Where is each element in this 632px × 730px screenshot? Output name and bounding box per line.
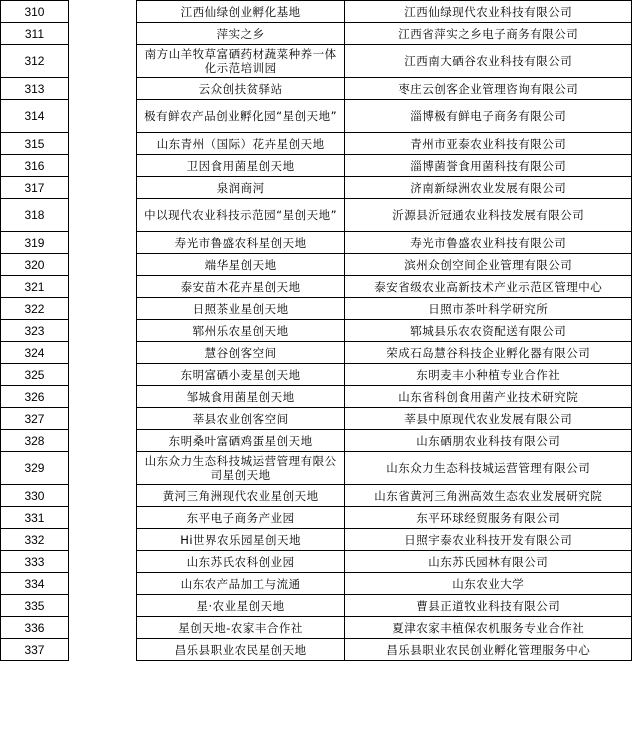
blank-cell xyxy=(68,452,136,485)
base-name: 郓州乐农星创天地 xyxy=(136,320,345,342)
base-name: 东平电子商务产业园 xyxy=(136,507,345,529)
row-number: 316 xyxy=(1,155,69,177)
base-name: 邹城食用菌星创天地 xyxy=(136,386,345,408)
organization-name: 山东众力生态科技城运营管理有限公司 xyxy=(345,452,632,485)
table-row xyxy=(1,430,632,452)
blank-cell xyxy=(68,133,136,155)
organization-name: 山东农业大学 xyxy=(345,573,632,595)
row-number: 320 xyxy=(1,254,69,276)
blank-cell xyxy=(68,386,136,408)
blank-cell xyxy=(68,320,136,342)
blank-cell xyxy=(68,617,136,639)
table-row xyxy=(1,199,632,232)
organization-name: 济南新绿洲农业发展有限公司 xyxy=(345,177,632,199)
table-row xyxy=(1,23,632,45)
organization-name: 日照宇泰农业科技开发有限公司 xyxy=(345,529,632,551)
organization-name: 郓城县乐农农资配送有限公司 xyxy=(345,320,632,342)
organization-name: 莘县中原现代农业发展有限公司 xyxy=(345,408,632,430)
row-number: 311 xyxy=(1,23,69,45)
organization-name: 青州市亚泰农业科技有限公司 xyxy=(345,133,632,155)
row-number: 326 xyxy=(1,386,69,408)
organization-name: 江西仙绿现代农业科技有限公司 xyxy=(345,1,632,23)
blank-cell xyxy=(68,364,136,386)
blank-cell xyxy=(68,595,136,617)
table-row xyxy=(1,595,632,617)
base-name: 山东苏氏农科创业园 xyxy=(136,551,345,573)
base-name: 日照茶业星创天地 xyxy=(136,298,345,320)
row-number: 323 xyxy=(1,320,69,342)
blank-cell xyxy=(68,342,136,364)
table-row xyxy=(1,100,632,133)
organization-name: 枣庄云创客企业管理咨询有限公司 xyxy=(345,78,632,100)
base-name: 江西仙绿创业孵化基地 xyxy=(136,1,345,23)
organization-name: 山东硒朋农业科技有限公司 xyxy=(345,430,632,452)
row-number: 335 xyxy=(1,595,69,617)
table-row xyxy=(1,485,632,507)
organization-name: 泰安省级农业高新技术产业示范区管理中心 xyxy=(345,276,632,298)
row-number: 332 xyxy=(1,529,69,551)
table-row xyxy=(1,298,632,320)
table-row xyxy=(1,573,632,595)
organization-name: 山东省科创食用菌产业技术研究院 xyxy=(345,386,632,408)
base-name: 昌乐县职业农民星创天地 xyxy=(136,639,345,661)
organization-name: 淄博极有鲜电子商务有限公司 xyxy=(345,100,632,133)
row-number: 337 xyxy=(1,639,69,661)
organization-name: 寿光市鲁盛农业科技有限公司 xyxy=(345,232,632,254)
base-name: 寿光市鲁盛农科星创天地 xyxy=(136,232,345,254)
blank-cell xyxy=(68,573,136,595)
table-row xyxy=(1,364,632,386)
organization-name: 山东苏氏园林有限公司 xyxy=(345,551,632,573)
table-row xyxy=(1,320,632,342)
row-number: 328 xyxy=(1,430,69,452)
row-number: 322 xyxy=(1,298,69,320)
row-number: 319 xyxy=(1,232,69,254)
table-row xyxy=(1,1,632,23)
blank-cell xyxy=(68,430,136,452)
organization-name: 日照市茶叶科学研究所 xyxy=(345,298,632,320)
records-table-body xyxy=(1,1,632,661)
base-name: 山东农产品加工与流通 xyxy=(136,573,345,595)
blank-cell xyxy=(68,199,136,232)
organization-name: 昌乐县职业农民创业孵化管理服务中心 xyxy=(345,639,632,661)
table-row xyxy=(1,133,632,155)
blank-cell xyxy=(68,1,136,23)
blank-cell xyxy=(68,485,136,507)
base-name: 山东青州（国际）花卉星创天地 xyxy=(136,133,345,155)
table-row xyxy=(1,529,632,551)
blank-cell xyxy=(68,254,136,276)
organization-name: 夏津农家丰植保农机服务专业合作社 xyxy=(345,617,632,639)
base-name: 云众创扶贫驿站 xyxy=(136,78,345,100)
base-name: 卫因食用菌星创天地 xyxy=(136,155,345,177)
blank-cell xyxy=(68,45,136,78)
blank-cell xyxy=(68,551,136,573)
table-row xyxy=(1,386,632,408)
row-number: 329 xyxy=(1,452,69,485)
base-name: 山东众力生态科技城运营管理有限公司星创天地 xyxy=(136,452,345,485)
organization-name: 滨州众创空间企业管理有限公司 xyxy=(345,254,632,276)
row-number: 331 xyxy=(1,507,69,529)
row-number: 318 xyxy=(1,199,69,232)
organization-name: 淄博菌誉食用菌科技有限公司 xyxy=(345,155,632,177)
table-row xyxy=(1,78,632,100)
row-number: 330 xyxy=(1,485,69,507)
base-name: 星创天地-农家丰合作社 xyxy=(136,617,345,639)
row-number: 336 xyxy=(1,617,69,639)
organization-name: 东明麦丰小种植专业合作社 xyxy=(345,364,632,386)
table-row xyxy=(1,342,632,364)
base-name: 黄河三角洲现代农业星创天地 xyxy=(136,485,345,507)
row-number: 324 xyxy=(1,342,69,364)
base-name: 莘县农业创客空间 xyxy=(136,408,345,430)
table-row xyxy=(1,617,632,639)
table-row xyxy=(1,408,632,430)
table-row xyxy=(1,507,632,529)
row-number: 327 xyxy=(1,408,69,430)
blank-cell xyxy=(68,232,136,254)
organization-name: 江西南大硒谷农业科技有限公司 xyxy=(345,45,632,78)
row-number: 317 xyxy=(1,177,69,199)
base-name: 泉润商河 xyxy=(136,177,345,199)
row-number: 333 xyxy=(1,551,69,573)
base-name: 南方山羊牧草富硒药材蔬菜种养一体化示范培训园 xyxy=(136,45,345,78)
table-row xyxy=(1,276,632,298)
base-name: Hi世界农乐园星创天地 xyxy=(136,529,345,551)
base-name: 中以现代农业科技示范园“星创天地” xyxy=(136,199,345,232)
base-name: 端华星创天地 xyxy=(136,254,345,276)
base-name: 东明富硒小麦星创天地 xyxy=(136,364,345,386)
row-number: 310 xyxy=(1,1,69,23)
blank-cell xyxy=(68,276,136,298)
blank-cell xyxy=(68,507,136,529)
table-row xyxy=(1,232,632,254)
row-number: 315 xyxy=(1,133,69,155)
blank-cell xyxy=(68,78,136,100)
table-row xyxy=(1,452,632,485)
table-row xyxy=(1,177,632,199)
table-row xyxy=(1,155,632,177)
row-number: 321 xyxy=(1,276,69,298)
organization-name: 东平环球经贸服务有限公司 xyxy=(345,507,632,529)
row-number: 312 xyxy=(1,45,69,78)
organization-name: 山东省黄河三角洲高效生态农业发展研究院 xyxy=(345,485,632,507)
base-name: 星·农业星创天地 xyxy=(136,595,345,617)
blank-cell xyxy=(68,529,136,551)
row-number: 313 xyxy=(1,78,69,100)
blank-cell xyxy=(68,155,136,177)
table-row xyxy=(1,254,632,276)
table-row xyxy=(1,551,632,573)
row-number: 334 xyxy=(1,573,69,595)
base-name: 慧谷创客空间 xyxy=(136,342,345,364)
base-name: 泰安苗木花卉星创天地 xyxy=(136,276,345,298)
blank-cell xyxy=(68,177,136,199)
organization-name: 荣成石岛慧谷科技企业孵化器有限公司 xyxy=(345,342,632,364)
blank-cell xyxy=(68,408,136,430)
organization-name: 沂源县沂冠通农业科技发展有限公司 xyxy=(345,199,632,232)
base-name: 萍实之乡 xyxy=(136,23,345,45)
base-name: 极有鲜农产品创业孵化园“星创天地” xyxy=(136,100,345,133)
row-number: 314 xyxy=(1,100,69,133)
organization-name: 曹县正道牧业科技有限公司 xyxy=(345,595,632,617)
blank-cell xyxy=(68,23,136,45)
organization-name: 江西省萍实之乡电子商务有限公司 xyxy=(345,23,632,45)
blank-cell xyxy=(68,639,136,661)
table-row xyxy=(1,639,632,661)
blank-cell xyxy=(68,298,136,320)
blank-cell xyxy=(68,100,136,133)
base-name: 东明桑叶富硒鸡蛋星创天地 xyxy=(136,430,345,452)
row-number: 325 xyxy=(1,364,69,386)
table-row xyxy=(1,45,632,78)
